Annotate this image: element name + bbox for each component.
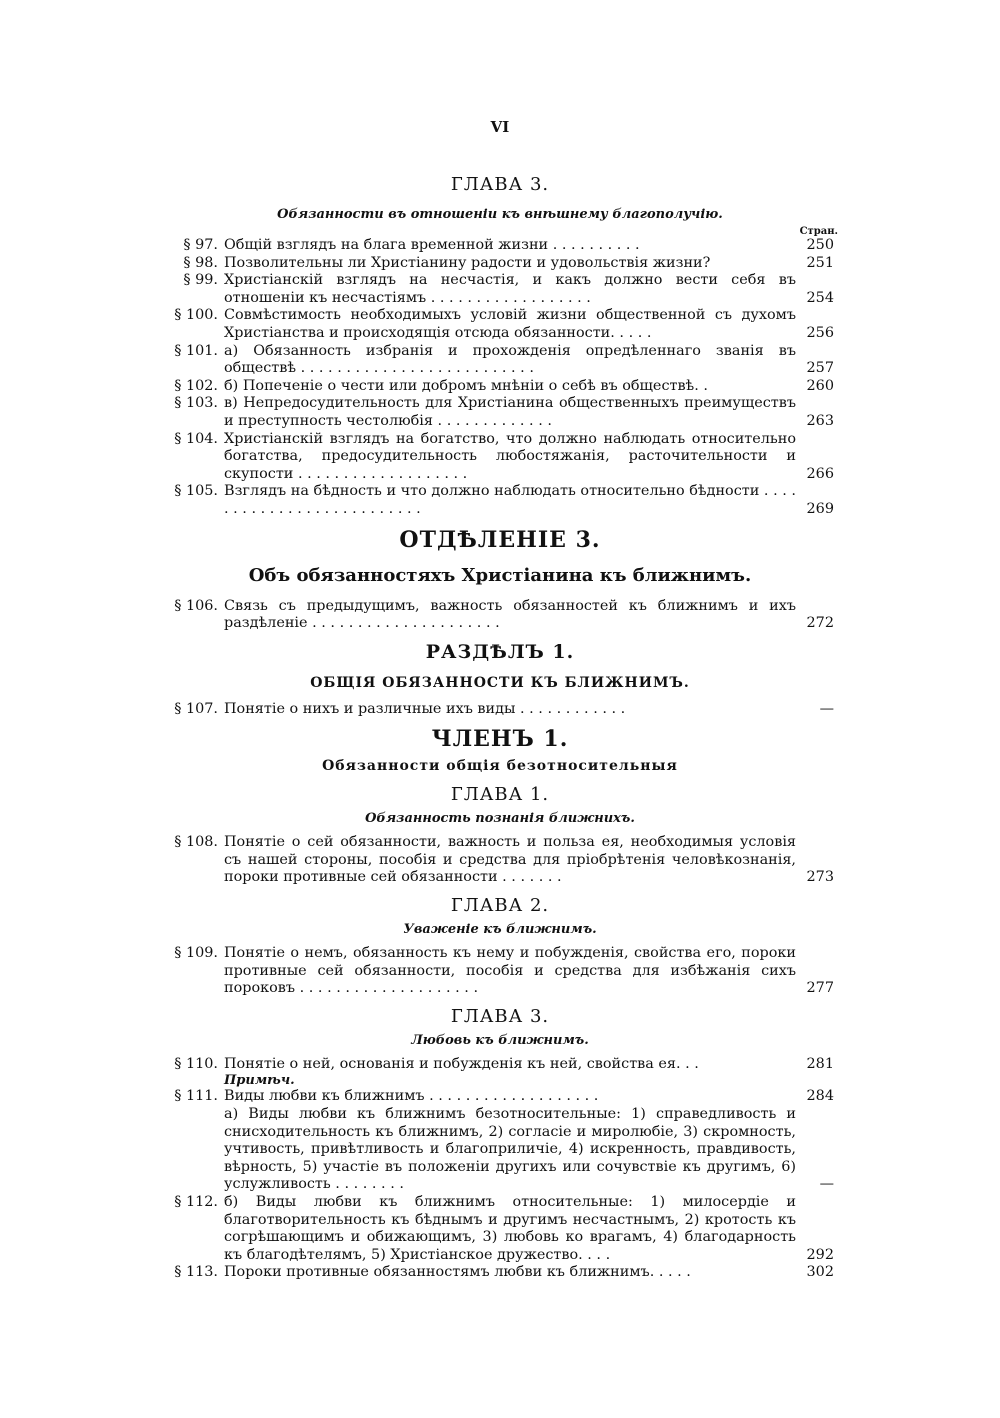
toc-entry	[160, 237, 840, 255]
entry-page: 284	[806, 1088, 834, 1105]
entry-page: 250	[806, 237, 834, 253]
entry-text: Понятіе о ней, основанія и побужденія къ ней, свойства ея. . .	[224, 1055, 699, 1072]
entry-number: § 97.	[183, 237, 218, 253]
part-subtitle: ОБЩІЯ ОБЯЗАННОСТИ КЪ БЛИЖНИМЪ.	[310, 674, 690, 691]
entry-text: б) Виды любви къ ближнимъ относительные: 1) милосердіе и благотворительность къ бѣднымъ и другимъ несчастнымъ, 2) кротость къ согрѣшающимъ и обижающимъ, 3) любовь ко врагамъ, 4) благодарность къ благодѣтелямъ, 5) Христіанское дружество. . . .	[224, 1194, 796, 1263]
toc-entry	[160, 701, 840, 719]
entry-page: 273	[806, 869, 834, 886]
entry-number: § 102.	[174, 377, 218, 394]
part-heading: РАЗДѢЛЪ 1.	[425, 640, 575, 663]
toc-entry	[160, 378, 840, 396]
toc-entry	[160, 343, 840, 378]
toc-entry	[160, 1264, 840, 1282]
entry-page: —	[819, 1176, 834, 1193]
entry-page: 269	[806, 500, 834, 517]
entry-text: Понятіе о сей обязанности, важность и польза ея, необходимыя условія съ нашей стороны, пособія и средства для пріобрѣтенія человѣкознанія, пороки противные сей обязанности . . . . . . .	[224, 834, 796, 886]
toc-subentry	[160, 1106, 840, 1194]
division-heading: ОТДѢЛЕНІЕ 3.	[399, 526, 601, 553]
entry-page: 254	[806, 289, 834, 306]
toc-entry	[160, 307, 840, 342]
entry-text: Общій взглядъ на блага временной жизни . . . . . . . . . .	[224, 237, 640, 253]
page-number: VI	[490, 118, 510, 136]
entry-number: § 107.	[174, 700, 218, 717]
chapter-heading: ГЛАВА 1.	[450, 784, 550, 806]
entry-text: Понятіе о немъ, обязанность къ нему и побужденія, свойства его, пороки противные сей обязанности, пособія и средства для избѣжанія сихъ пороковъ . . . . . . . . . . . . . . . . . . . .	[224, 945, 796, 997]
entry-page: 292	[806, 1246, 834, 1263]
toc-entry	[160, 1056, 840, 1074]
toc-page	[160, 118, 840, 1282]
entry-number: § 108.	[174, 834, 218, 851]
toc-entry	[160, 255, 840, 273]
chapter-heading: ГЛАВА 2.	[450, 895, 550, 917]
note-label: Примѣч.	[224, 1073, 295, 1089]
entry-number: § 99.	[183, 272, 218, 289]
entry-text: в) Непредосудительность для Христіанина общественныхъ преимуществъ и преступность честолюбія . . . . . . . . . . . . .	[224, 395, 796, 429]
toc-entry	[160, 483, 840, 518]
entry-page: 256	[806, 324, 834, 341]
entry-page: 266	[806, 465, 834, 482]
entry-number: § 109.	[174, 945, 218, 962]
toc-entry	[160, 395, 840, 430]
entry-number: § 106.	[174, 597, 218, 614]
entry-number: § 111.	[174, 1088, 218, 1105]
toc-entry	[160, 834, 840, 887]
entry-text: а) Обязанность избранія и прохожденія опредѣленнаго званія въ обществѣ . . . . . . . . . . . . . . . . . . . . . . . . . .	[224, 342, 796, 377]
entry-text: Позволительны ли Христіанину радости и удовольствія жизни?	[224, 254, 711, 271]
entry-page: 277	[806, 980, 834, 997]
chapter-subtitle: Уваженіе къ ближнимъ.	[403, 922, 597, 938]
chapter-heading: ГЛАВА 3.	[450, 1005, 550, 1027]
chapter-subtitle: Обязанность познанія ближнихъ.	[365, 811, 635, 827]
entry-number: § 100.	[174, 307, 218, 324]
toc-entry	[160, 945, 840, 998]
entry-text: Пороки противные обязанностямъ любви къ ближнимъ. . . . .	[224, 1264, 691, 1281]
entry-text: б) Попеченіе о чести или добромъ мнѣніи о себѣ въ обществѣ. .	[224, 377, 708, 394]
entry-text: Связь съ предыдущимъ, важность обязанностей къ ближнимъ и ихъ раздѣленіе . . . . . . . . . . . . . . . . . . . . .	[224, 597, 796, 632]
entry-number: § 101.	[174, 342, 218, 359]
entry-page: 251	[806, 254, 834, 271]
entry-page: 257	[806, 360, 834, 377]
entry-text: Виды любви къ ближнимъ . . . . . . . . . . . . . . . . . . .	[224, 1088, 599, 1105]
toc-entry	[160, 1194, 840, 1264]
member-heading: ЧЛЕНЪ 1.	[431, 726, 569, 753]
entry-number: § 113.	[174, 1264, 218, 1281]
entry-number: § 110.	[174, 1055, 218, 1072]
entry-number: § 104.	[174, 430, 218, 447]
entry-text: а) Виды любви къ ближнимъ безотносительные: 1) справедливость и снисходительность къ ближнимъ, 2) согласіе и миролюбіе, 3) скромность, учтивость, привѣтливость и благоприличіе, 4) искренность, правдивость, вѣрность, 5) участіе въ положеніи другихъ или сочувствіе къ другимъ, 6) услужливость . . . . . . . .	[224, 1106, 796, 1193]
entry-page: 272	[806, 615, 834, 632]
member-subtitle: Обязанности общія безотносительныя	[322, 758, 678, 775]
entry-number: § 112.	[174, 1194, 218, 1210]
entry-page: 302	[806, 1264, 834, 1281]
entry-number: § 105.	[174, 483, 218, 500]
toc-entry	[160, 272, 840, 307]
entry-page: —	[819, 700, 834, 717]
toc-entry	[160, 1088, 840, 1106]
toc-entry	[160, 431, 840, 484]
page-column-label: Стран.	[799, 226, 838, 237]
entry-number: § 98.	[183, 254, 218, 271]
entry-page: 281	[806, 1055, 834, 1072]
entry-text: Взглядъ на бѣдность и что должно наблюдать относительно бѣдности . . . . . . . . . . . . . . . . . . . . . . . . . .	[224, 483, 796, 517]
entry-text: Совмѣстимость необходимыхъ условій жизни общественной съ духомъ Христіанства и происходящія отсюда обязанности. . . . .	[224, 307, 796, 341]
chapter-heading: ГЛАВА 3.	[450, 174, 550, 195]
toc-entry	[160, 598, 840, 633]
chapter-subtitle: Любовь къ ближнимъ.	[411, 1032, 589, 1048]
entry-page: 260	[806, 377, 834, 394]
division-subtitle: Объ обязанностяхъ Христіанина къ ближнимъ.	[248, 564, 752, 586]
entry-text: Христіанскій взглядъ на несчастія, и какъ должно вести себя въ отношеніи къ несчастіямъ . . . . . . . . . . . . . . . . . .	[224, 272, 796, 306]
entry-number: § 103.	[174, 395, 218, 412]
chapter-subtitle: Обязанности въ отношеніи къ внѣшнему благополучію.	[277, 207, 723, 222]
entry-page: 263	[806, 412, 834, 429]
entry-text: Понятіе о нихъ и различные ихъ виды . . . . . . . . . . . .	[224, 700, 626, 717]
entry-text: Христіанскій взглядъ на богатство, что должно наблюдать относительно богатства, предосудительность любостяжанія, расточительности и скупости . . . . . . . . . . . . . . . . . . .	[224, 430, 796, 482]
